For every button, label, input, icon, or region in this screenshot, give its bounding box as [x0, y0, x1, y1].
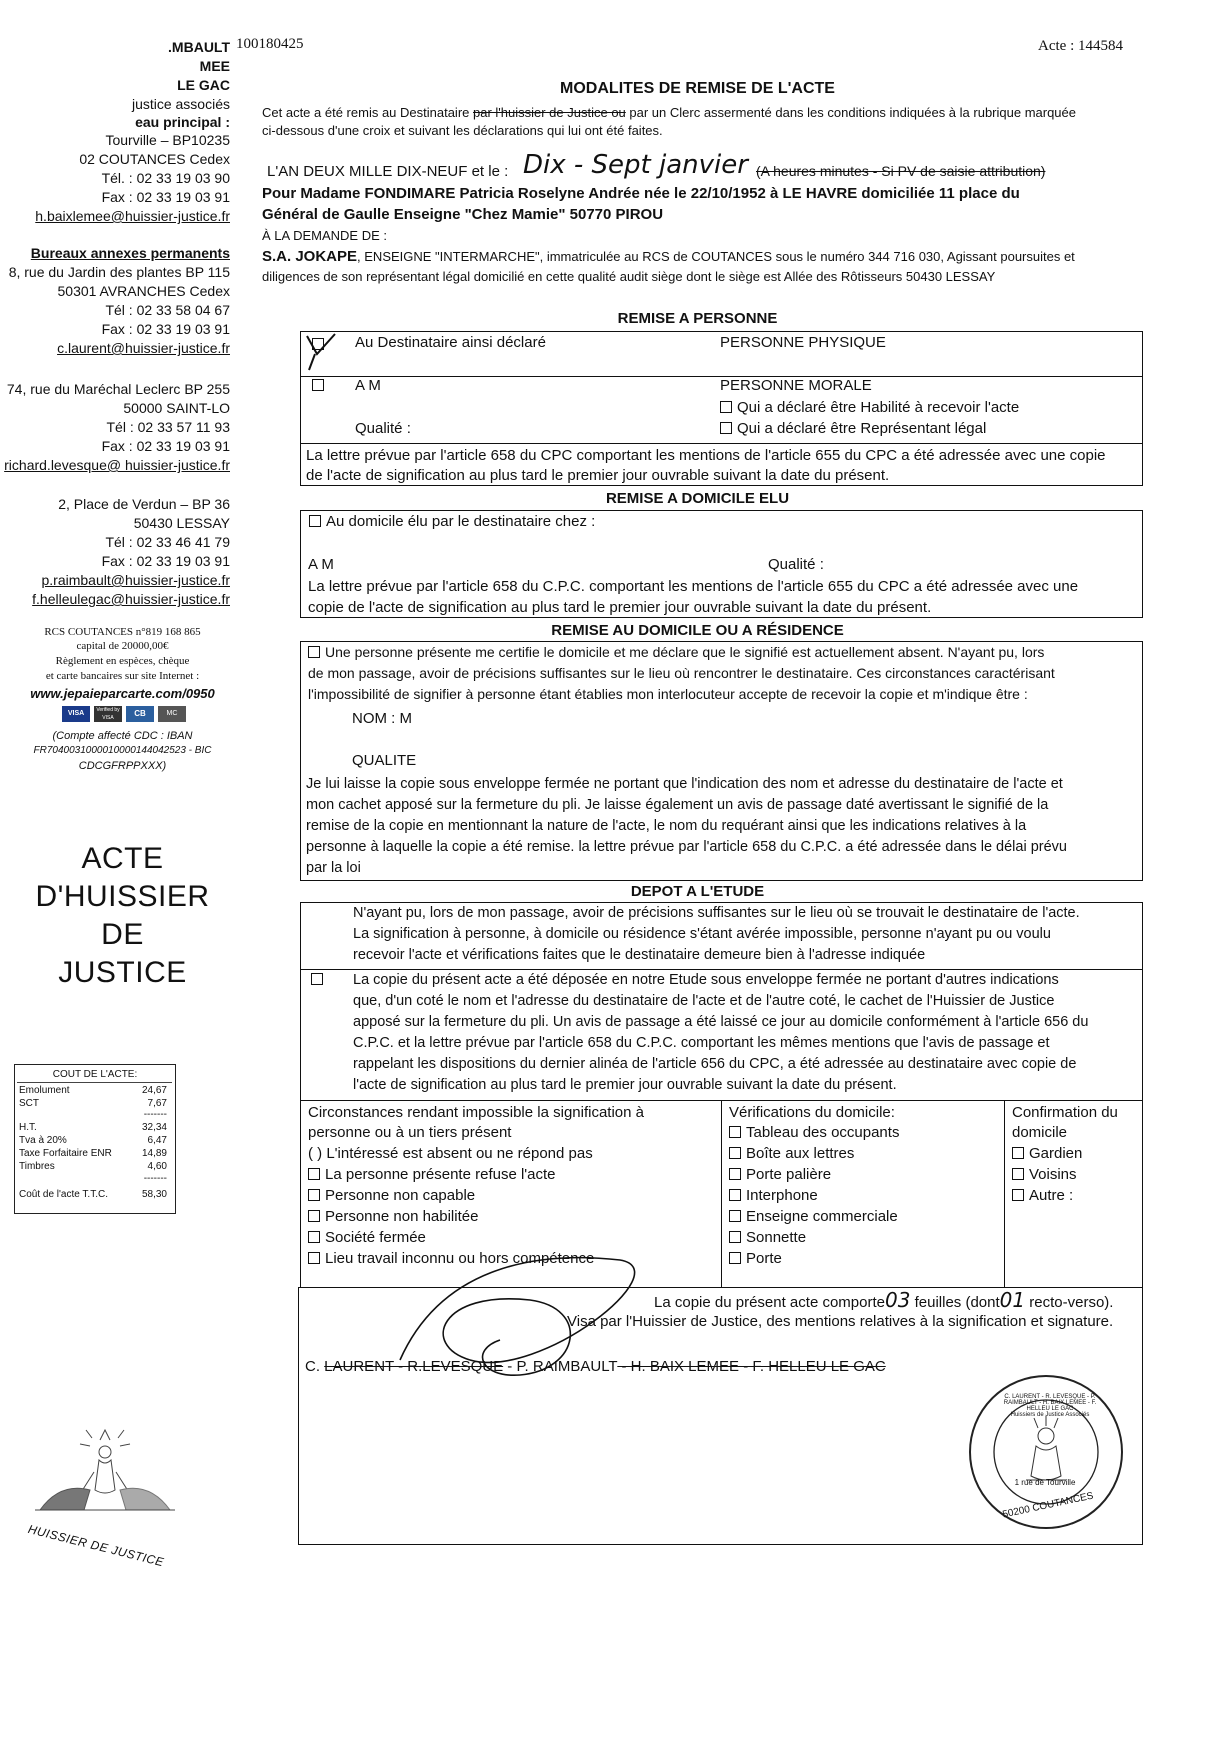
requester-line-2: diligences de son représentant légal domicilié en cette qualité audit siège dont le siège est Allée des Rôtisseurs 50430 LESSAY — [262, 269, 996, 284]
checkbox-icon[interactable] — [308, 1210, 320, 1222]
firm-line: LE GAC — [177, 77, 230, 93]
signature-icon — [380, 1230, 660, 1390]
cost-value: 24,67 — [141, 1085, 167, 1096]
check-mark-icon — [303, 330, 339, 372]
office-line: Tél : 02 33 57 11 93 — [106, 419, 230, 435]
office-line: 50301 AVRANCHES Cedex — [57, 283, 230, 299]
chez-label: Au domicile élu par le destinataire chez : — [326, 513, 596, 530]
stamp-inner-text: Huissiers de Justice Associés — [1010, 1412, 1090, 1418]
representant-label: Qui a déclaré être Représentant légal — [737, 420, 987, 437]
handwritten-feuilles: 03 — [884, 1288, 911, 1312]
principal-email[interactable]: h.baixlemee@huissier-justice.fr — [35, 208, 230, 224]
etude-para-1 — [353, 903, 1138, 966]
office-line: 74, rue du Maréchal Leclerc BP 255 — [6, 381, 230, 397]
iban-line: CDCGFRPPXXX) — [78, 760, 167, 772]
intro-struck-text: par l'huissier de Justice ou — [473, 105, 626, 120]
circonstance-label: La personne présente refuse l'acte — [325, 1166, 556, 1183]
circonstances-heading: Circonstances rendant impossible la signification à — [308, 1104, 645, 1121]
verification-label: Porte — [746, 1250, 782, 1267]
domicile-line: de mon passage, avoir de précisions suffisantes sur le lieu où rencontrer le destinataire. Ces circonstances caractérisant — [308, 665, 1055, 681]
personne-lettre-2: de l'acte de signification au plus tard le premier jour ouvrable suivant la date du présent. — [306, 467, 890, 484]
qualite-label: QUALITE — [352, 752, 417, 769]
cost-row — [19, 1173, 169, 1185]
checkbox-representant[interactable] — [720, 420, 986, 437]
section-heading-personne: REMISE A PERSONNE — [617, 310, 778, 327]
recipient-line-1: Pour Madame FONDIMARE Patricia Roselyne Andrée née le 22/10/1952 à LE HAVRE domiciliée 11 place du — [262, 185, 1020, 202]
checkbox-icon[interactable] — [729, 1252, 741, 1264]
cost-table — [14, 1064, 176, 1214]
domicile-line: remise de la copie en mentionnant la nature de l'acte, le nom du requérant ainsi que les indications relatives à la — [306, 818, 1027, 834]
cost-value: 32,34 — [141, 1122, 167, 1133]
rcs-line: et carte bancaires sur site Internet : — [45, 670, 200, 682]
cost-row — [19, 1109, 169, 1121]
verification-item[interactable] — [729, 1166, 831, 1183]
verification-item[interactable] — [729, 1250, 782, 1267]
checkbox-icon[interactable] — [309, 515, 321, 527]
cost-row — [19, 1148, 169, 1160]
verifications-heading: Vérifications du domicile: — [729, 1104, 895, 1121]
office-line: 8, rue du Jardin des plantes BP 115 — [8, 264, 230, 280]
office-line: 50430 LESSAY — [133, 515, 230, 531]
checkbox-icon[interactable] — [308, 1231, 320, 1243]
date-label: L'AN DEUX MILLE DIX-NEUF et le : — [267, 163, 509, 180]
cb-logo: CB — [126, 706, 154, 722]
verification-label: Porte palière — [746, 1166, 832, 1183]
office-line: Fax : 02 33 19 03 91 — [101, 321, 230, 337]
morale-label: PERSONNE MORALE — [720, 377, 872, 394]
domicile-line: personne à laquelle la copie a été remise. la lettre prévue par l'article 658 du C.P.C. a été adressée dans le délai prévu — [306, 839, 1067, 855]
elu-lettre-1: La lettre prévue par l'article 658 du C.P.C. comportant les mentions de l'article 655 du CPC a été adressée avec une — [308, 578, 1079, 595]
office-line: 2, Place de Verdun – BP 36 — [58, 496, 230, 512]
verification-item[interactable] — [729, 1124, 899, 1141]
circonstance-label: Société fermée — [325, 1229, 426, 1246]
checkbox-icon[interactable] — [729, 1126, 741, 1138]
visa-logo: VISA — [62, 706, 90, 722]
circonstance-item[interactable]: ( ) L'intéressé est absent ou ne répond pas — [308, 1145, 593, 1162]
cost-label: Tva à 20% — [19, 1135, 67, 1146]
circonstance-item[interactable] — [308, 1208, 478, 1225]
firm-line: MEE — [199, 58, 230, 74]
iban-line: (Compte affecté CDC : IBAN — [52, 730, 193, 742]
column-divider — [721, 1100, 722, 1288]
domicile-line: par la loi — [306, 860, 361, 876]
circonstance-item[interactable] — [308, 1166, 556, 1183]
cost-label: Coût de l'acte T.T.C. — [19, 1189, 108, 1200]
confirmation-label: Gardien — [1029, 1145, 1083, 1162]
verification-item[interactable] — [729, 1145, 854, 1162]
checkbox-depot-etude[interactable] — [311, 971, 328, 988]
cost-row — [19, 1161, 169, 1173]
habilite-label: Qui a déclaré être Habilité à recevoir l'acte — [737, 399, 1020, 416]
domicile-line: l'impossibilité de signifier à personne étant établies mon interlocuteur accepte de recevoir la copie et m'indique être : — [308, 686, 1028, 702]
etude-line: C.P.C. et la lettre prévue par l'article 658 du C.P.C. comportant les mêmes mentions que l'avis de passage et — [353, 1035, 1050, 1051]
acte-title-line: JUSTICE — [58, 956, 187, 989]
copie-line — [654, 1288, 1114, 1312]
column-divider — [1004, 1100, 1005, 1288]
cost-value: 14,89 — [141, 1148, 167, 1159]
cost-label: Timbres — [19, 1161, 55, 1172]
circonstance-label: Personne non capable — [325, 1187, 476, 1204]
acte-title-line: D'HUISSIER — [35, 880, 210, 913]
principal-line: Tourville – BP10235 — [105, 132, 230, 148]
verification-item[interactable] — [729, 1229, 806, 1246]
verification-item[interactable] — [729, 1187, 818, 1204]
stamp-names: C. LAURENT - R. LEVESQUE - P. RAIMBAULT - H. BAIX LEMEE - F. HELLEU LE GAC — [1003, 1394, 1097, 1412]
checkbox-icon[interactable] — [729, 1189, 741, 1201]
office-email[interactable]: c.laurent@huissier-justice.fr — [57, 340, 230, 356]
cost-label: SCT — [19, 1098, 39, 1109]
domicile-line-1[interactable] — [308, 642, 1138, 663]
verification-item[interactable] — [729, 1208, 898, 1225]
checkbox-icon[interactable] — [720, 401, 732, 413]
logo-caption: HUISSIER DE JUSTICE — [26, 1522, 166, 1570]
office-line: Fax : 02 33 19 03 91 — [101, 553, 230, 569]
names-struck-text: LAURENT - R.LEVESQUE — [324, 1358, 504, 1375]
firm-line: .MBAULT — [168, 39, 230, 55]
circonstance-label: Lieu travail inconnu ou hors compétence — [325, 1250, 595, 1267]
handwritten-recto: 01 — [999, 1288, 1026, 1312]
etude-line: La copie du présent acte a été déposée en notre Etude sous enveloppe fermée ne portant d'autres indications — [353, 972, 1059, 988]
rcs-line: RCS COUTANCES n°819 168 865 — [44, 626, 201, 638]
checkbox-am[interactable] — [312, 377, 329, 394]
checkbox-icon[interactable] — [1012, 1168, 1024, 1180]
intro-text: Cet acte a été remis au Destinataire — [262, 105, 473, 120]
etude-line: apposé sur la fermeture du pli. Un avis de passage a été laissé ce jour au domicile conformément à l'article 656 du — [353, 1014, 1089, 1030]
section-heading-domicile-elu: REMISE A DOMICILE ELU — [605, 490, 790, 507]
principal-line: Tél. : 02 33 19 03 90 — [101, 170, 230, 186]
personne-lettre-1: La lettre prévue par l'article 658 du CPC comportant les mentions de l'article 655 du CPC a été adressée avec une copie — [306, 447, 1106, 464]
etude-line: l'acte de signification au plus tard le premier jour ouvrable suivant la date du présent. — [353, 1077, 897, 1093]
am-label: A M — [308, 556, 334, 573]
iban-line: FR7040031000010000144042523 - BIC — [33, 745, 212, 756]
acte-title-line: ACTE — [81, 842, 164, 875]
acte-title — [0, 840, 245, 992]
names-text: C. — [305, 1358, 325, 1375]
etude-line: N'ayant pu, lors de mon passage, avoir de précisions suffisantes sur le lieu où se trouvait le destinataire de l'acte. — [353, 905, 1080, 921]
checkbox-icon[interactable] — [308, 1252, 320, 1264]
checkbox-icon[interactable] — [308, 1168, 320, 1180]
intro-text: par un Clerc assermenté dans les conditions indiquées à la rubrique marquée — [625, 105, 1076, 120]
rcs-line: Règlement en espèces, chèque — [55, 655, 190, 667]
cost-row — [19, 1122, 169, 1134]
nom-label: NOM : M — [352, 710, 412, 727]
names-text: - P. RAIMBAULT — [503, 1358, 618, 1375]
physique-label: PERSONNE PHYSIQUE — [720, 334, 886, 351]
mastercard-logo: MC — [158, 706, 186, 722]
divider — [300, 443, 1143, 444]
intro-line-1 — [262, 104, 1076, 121]
checkbox-icon[interactable] — [312, 379, 324, 391]
cost-value: 4,60 — [147, 1161, 167, 1172]
etude-line: La signification à personne, à domicile ou résidence s'étant avérée impossible, personne n'ayant pu ou voulu — [353, 926, 1051, 942]
acte-number: Acte : 144584 — [1038, 38, 1123, 54]
stamp-address: 1 rue de Tourville — [1014, 1478, 1076, 1487]
domicile-line: Je lui laisse la copie sous enveloppe fermée ne portant que l'indication des nom et adresse du destinataire de l'acte et — [306, 776, 1063, 792]
confirmation-item[interactable] — [1012, 1145, 1082, 1162]
confirmation-heading: Confirmation du — [1012, 1104, 1118, 1121]
cost-label: Emolument — [19, 1085, 70, 1096]
domicile-text: Une personne présente me certifie le domicile et me déclare que le signifié est actuellement absent. N'ayant pu, lors — [325, 644, 1045, 660]
requester-text: , ENSEIGNE "INTERMARCHE", immatriculée au RCS de COUTANCES sous le numéro 344 716 030, Agissant poursuites et — [357, 249, 1075, 264]
requester-name: S.A. JOKAPE — [262, 248, 358, 265]
office-email[interactable]: f.helleulegac@huissier-justice.fr — [32, 591, 230, 607]
qualite-label: Qualité : — [355, 420, 411, 437]
cost-value: 58,30 — [141, 1189, 167, 1200]
domicile-para-1 — [308, 642, 1138, 705]
checkbox-icon[interactable] — [729, 1147, 741, 1159]
etude-line: recevoir l'acte et vérifications faites que le destinataire demeure bien à l'adresse indiquée — [353, 947, 926, 963]
domicile-line: mon cachet apposé sur la fermeture du pli. Je laisse également un avis de passage daté avertissant le signifié de la — [306, 797, 1049, 813]
handwritten-date: Dix - Sept janvier — [523, 150, 748, 180]
intro-line-2: ci-dessous d'une croix et suivant les déclarations qui lui ont été faites. — [262, 123, 663, 138]
office-email[interactable]: richard.levesque@ huissier-justice.fr — [4, 457, 230, 473]
verification-label: Tableau des occupants — [746, 1124, 900, 1141]
cost-value: ------- — [143, 1173, 167, 1184]
checkbox-icon[interactable] — [729, 1168, 741, 1180]
principal-heading: eau principal : — [135, 114, 230, 130]
page-title: MODALITES DE REMISE DE L'ACTE — [560, 80, 835, 97]
recipient-line-2: Général de Gaulle Enseigne "Chez Mamie" 50770 PIROU — [262, 206, 664, 223]
cost-divider — [17, 1082, 172, 1083]
confirmation-label: Autre : — [1029, 1187, 1074, 1204]
principal-line: 02 COUTANCES Cedex — [79, 151, 230, 167]
cost-label: Taxe Forfaitaire ENR — [19, 1148, 112, 1159]
verified-visa-logo: Verified by VISA — [94, 706, 122, 722]
checkbox-icon[interactable] — [720, 422, 732, 434]
annexes-heading: Bureaux annexes permanents — [30, 245, 230, 261]
office-line: Tél : 02 33 46 41 79 — [105, 534, 230, 550]
checkbox-icon[interactable] — [1012, 1147, 1024, 1159]
domicile-para-2 — [306, 774, 1138, 879]
cost-row — [19, 1085, 169, 1097]
section-heading-domicile: REMISE AU DOMICILE OU A RÉSIDENCE — [551, 622, 844, 639]
principal-line: Fax : 02 33 19 03 91 — [101, 189, 230, 205]
sidebar — [0, 0, 245, 1755]
confirmation-label: Voisins — [1029, 1166, 1077, 1183]
am-label: A M — [355, 377, 381, 394]
card-logos — [62, 706, 192, 724]
verification-label: Enseigne commerciale — [746, 1208, 898, 1225]
cost-value: 7,67 — [147, 1098, 167, 1109]
circonstance-label: Personne non habilitée — [325, 1208, 479, 1225]
acte-title-line: DE — [101, 918, 144, 951]
section-heading-etude: DEPOT A L'ETUDE — [630, 883, 765, 900]
confirmation-item[interactable] — [1012, 1187, 1073, 1204]
verification-label: Sonnette — [746, 1229, 807, 1246]
cost-value: ------- — [143, 1109, 167, 1120]
names-struck-text: - H. BAIX LEMEE - F. HELLEU LE GAC — [617, 1358, 886, 1375]
cost-row — [19, 1135, 169, 1147]
date-struck-text: (A heures minutes - Si PV de saisie attribution) — [756, 163, 1046, 179]
checkbox-icon[interactable] — [729, 1210, 741, 1222]
copie-text: recto-verso). — [1025, 1294, 1114, 1311]
elu-lettre-2: copie de l'acte de signification au plus tard le premier jour ouvrable suivant la date du présent. — [308, 599, 932, 616]
firm-line: justice associés — [131, 96, 230, 112]
requester-line-1 — [262, 248, 1075, 265]
copie-text: feuilles (dont — [910, 1294, 1000, 1311]
cost-value: 6,47 — [147, 1135, 167, 1146]
office-line: 50000 SAINT-LO — [123, 400, 230, 416]
etude-line: rappelant les dispositions du dernier alinéa de l'article 656 du CPC, a été adressée au destinataire avec copie de — [353, 1056, 1077, 1072]
checkbox-icon[interactable] — [729, 1231, 741, 1243]
rcs-line: capital de 20000,00€ — [76, 640, 169, 652]
verification-label: Interphone — [746, 1187, 818, 1204]
copie-text: La copie du présent acte comporte — [654, 1294, 885, 1311]
office-email[interactable]: p.raimbault@huissier-justice.fr — [41, 572, 230, 588]
office-line: Fax : 02 33 19 03 91 — [101, 438, 230, 454]
visa-line: Visa par l'Huissier de Justice, des mentions relatives à la signification et signature. — [567, 1313, 1114, 1330]
checkbox-icon[interactable] — [1012, 1189, 1024, 1201]
cost-title: COUT DE L'ACTE: — [52, 1069, 138, 1080]
confirmation-item[interactable] — [1012, 1166, 1077, 1183]
circonstance-item[interactable] — [308, 1187, 475, 1204]
confirmation-heading: domicile — [1012, 1124, 1068, 1141]
verification-label: Boîte aux lettres — [746, 1145, 855, 1162]
checkbox-domicile-elu[interactable] — [309, 513, 595, 530]
checkbox-icon[interactable] — [308, 1189, 320, 1201]
office-line: Tél : 02 33 58 04 67 — [105, 302, 230, 318]
cost-label: H.T. — [19, 1122, 37, 1133]
stamp-city: 50200 COUTANCES — [1001, 1490, 1095, 1521]
checkbox-habilite[interactable] — [720, 399, 1019, 416]
demande-label: À LA DEMANDE DE : — [262, 228, 387, 243]
checkbox-icon[interactable] — [311, 973, 323, 985]
ref-number: 100180425 — [236, 36, 304, 52]
checkbox-icon[interactable] — [308, 646, 320, 658]
circonstances-heading: personne ou à un tiers présent — [308, 1124, 512, 1141]
qualite-label: Qualité : — [768, 556, 824, 573]
destinataire-label: Au Destinataire ainsi déclaré — [355, 334, 546, 351]
etude-para-2 — [353, 970, 1138, 1096]
cost-row — [19, 1189, 169, 1201]
etude-line: que, d'un coté le nom et l'adresse du destinataire de l'acte et de l'autre coté, le cachet de l'Huissier de Justice — [353, 993, 1055, 1009]
payment-website[interactable]: www.jepaieparcarte.com/0950 — [30, 686, 215, 701]
